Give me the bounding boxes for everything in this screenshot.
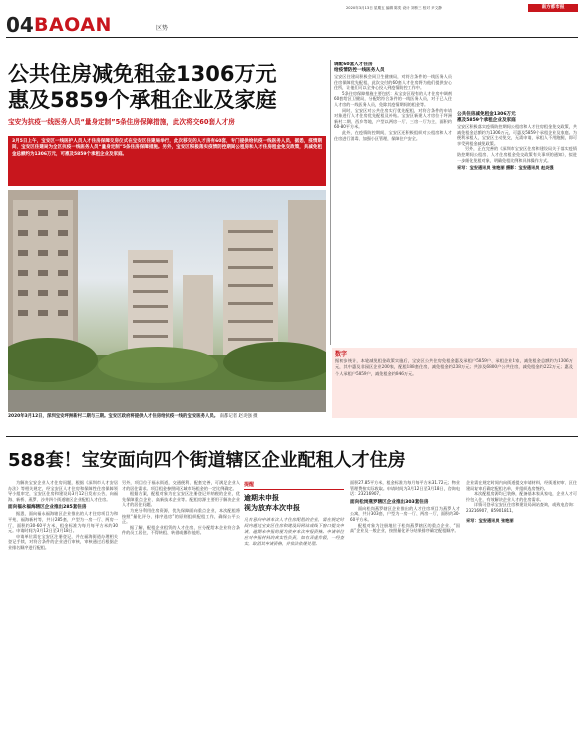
- second-col4-p1: 面积27.85平方米，租金标准为每月每平方米31.72元；物业管理费按实际收取。申请时间为3月12日至3月18日，咨询电话：23216907。: [350, 480, 460, 497]
- right-para-2: 5条住房保障措施主要包括：从宝安区现有的人才住房中调剂60套给区卫健局，分配给符合条件的一线医务人员，对于已入住人才房的一线医务人员，免除其疫情期间的租金等。: [334, 90, 452, 107]
- column-divider: [330, 60, 331, 345]
- right-para-6: 另外，正在完善的《深圳市宝安区住房和建设局关于落实疫情防控期间公租房、人才住房租金免交政策有关事项的通知》，拟进一步细化免租对象，明确免租比例和具体操作方式。: [457, 146, 577, 163]
- lead-intro-box: [8, 136, 326, 186]
- brand-logo: [528, 4, 578, 12]
- second-col-4: [350, 480, 460, 742]
- second-col2-p1: 另外，项目位于福永街道，交通便利、配套完善，可满足企业人才的居住需求。项目租金参照同区域市场租金的一定比例确定。: [122, 480, 240, 491]
- section-rule: [6, 436, 578, 437]
- lead-subhead: 宝安为抗疫一线医务人员“量身定制”5条住房保障措施，此次将交60套人才房: [8, 118, 235, 126]
- right-subhead-2b: 惠及5859个承租企业及家庭: [457, 118, 516, 123]
- second-col2-p2: 根据方案，配租对象为在宝安区注册登记并纳税的企业，优先保障重点企业、高新技术企业等。配租房源主要用于解决企业人才的居住问题。: [122, 491, 240, 508]
- notice-text: 凡有意向申请本次人才住房配租的企业，需在规定时间内通过宝安区住房和建设局网站或线下窗口提交申请，逾期未申报的视为放弃本次申报资格。申请单位应对申报材料的真实性负责，如有弄虚作假，一经查实，取消其申请资格，并依法依规处理。: [244, 516, 344, 546]
- second-col2-p3: 为充分利用住房资源，优先保障面向重点企业，本次配租将按照“量化评分、排序选房”的原则组织配租工作，确保公平公正。: [122, 507, 240, 525]
- second-col1-p1: 为解决宝安企业人才住房问题，根据《深圳市人才安居办法》等相关规定，经宝安区人才住房和保障性住房保障领导小组审定，宝安区住房和建设局3月12日发布公告，向福海、新桥、燕罗、沙井四个街道辖区企业配租人才住房。: [8, 480, 118, 502]
- second-col4-subhead: 面向松岗燕罗辖区企业推出303套住房: [350, 499, 429, 505]
- lead-intro: 3月5日上午，宝安区一线医护人员人才住房保障交房仪式在宝安区住建局举行，此次移交的人才房有60套，专门提供给抗疫一线医务人员，据悉，疫情期间，宝安区住建局为全区抗疫一线医务人员“量身定制”5条住房保障措施。另外，宝安区积极落实疫情防控期间公租房和人才住房租金免交政策，共减免租金总额约为1306万元，可惠及5859个承租企业及家庭。: [12, 139, 322, 157]
- notice-label: 提醒: [244, 482, 255, 488]
- photo-caption-text: 2020年3月12日，深圳宝安坪洲新村二期与三期。宝安区政府将提供人才住房给抗疫一线的宝安医务人员。: [8, 414, 219, 419]
- lead-headline-2: 惠及5859个承租企业及家庭: [8, 88, 277, 112]
- right-para-4: 此外，在疫情防控期间，宝安区还积极组织对公租房和人才住房进行消毒、加强小区管理，保障住户安全。: [334, 129, 452, 141]
- right-subhead-1b: 给疫情防控一线医务人员: [334, 68, 385, 73]
- data-box: [332, 348, 577, 418]
- right-para-3: 同时，宝安区对公共住房实行优先配租，对符合条件的申请对象进行人才住房优先配租及补贴。宝安区新建人才房位于坪洲新村二期、西乡等地，户型以两房一厅、三房一厅为主，面积约60-80平方米。: [334, 107, 452, 130]
- second-col-2: [122, 480, 240, 742]
- section-name: BAOAN: [34, 14, 112, 36]
- header-rule: [6, 37, 578, 38]
- second-headline: 588套！宝安面向四个街道辖区企业配租人才住房: [8, 450, 406, 471]
- page-header: [6, 3, 578, 37]
- right-subhead-2: 公共住房减免租金1306万元: [457, 112, 516, 117]
- second-col4-p3: 配租对象为注册地位于松岗燕罗辖区的重点企业、“国高”企业及一般企业，按照量化评分结果排序确定配租顺序。: [350, 522, 460, 534]
- second-col1-subhead: 面向福永福海辖区企业推出285套住房: [8, 505, 87, 511]
- second-col1-p3: 申请单位需在宝安区注册登记，并在福海街道办理相关登记手续，对符合条件的企业进行审核，审核通过后根据企业排名顺序进行配租。: [8, 533, 118, 550]
- page-number: 04: [6, 13, 34, 37]
- brand-text: 南方都市报: [541, 5, 565, 10]
- right-subhead-1: 调配60套人才住房: [334, 62, 373, 67]
- apartment-buildings-illustration: [8, 190, 326, 412]
- right-para-4b: [457, 62, 577, 112]
- lead-photo: [8, 190, 326, 412]
- section-cn: 区势: [156, 25, 169, 32]
- second-col1-p2: 据悉，面向福永福海辖区企业推出的人才住房项目为和平苑、福海新村等，共计285套，户型为一房一厅、两房一厅，面积约30-60平方米，租金标准为每月每平方米约30元。申请时间为3月12日至3月18日。: [8, 511, 118, 534]
- photo-caption: [8, 414, 326, 420]
- notice-box: [244, 482, 344, 682]
- second-col5-p3: 详情可登录宝安区住房和建设局网站查询，或致电咨询：23216907、85901811。: [466, 502, 577, 513]
- second-col2-p4: 据了解，配租企业租赁的人才住房，应分配给本企业符合条件的员工居住，不得转租、转借或挪作他用。: [122, 524, 240, 536]
- right-para-1: 宝安区住建局积极会同卫生健康局，对符合条件的一线医务人员住房保障优先配租，此次交付的60套人才住房将为他们提供安心住所，让他们可以全身心投入到疫情防控工作中。: [334, 74, 452, 91]
- notice-rule: [244, 489, 344, 490]
- notice-title-2: 视为放弃本次申报: [244, 503, 300, 512]
- data-box-label: 数字: [335, 351, 348, 358]
- right-col-b: [457, 62, 577, 345]
- right-col-a: [334, 62, 452, 345]
- second-col5-p1: 企业需在规定时间内向街道提交申请材料，经街道初审、区住建局复审后确定配租名单，并组织选房签约。: [466, 480, 577, 491]
- photographer: 南都记者 赵炎强 摄: [219, 414, 258, 419]
- second-reporter: 采写：宝安通讯员 张艳丽: [466, 517, 514, 523]
- second-col-1: [8, 480, 118, 742]
- second-col4-p2: 面向松岗燕罗辖区企业推出的人才住房项目为燕罗人才公寓，共计303套，户型为一房一厅、两房一厅，面积约30-60平方米。: [350, 505, 460, 522]
- second-col5-p2: 本次配租房源均已装修，配备基本家具家电，企业人才可拎包入住，有效解决企业人才的住房需求。: [466, 491, 577, 502]
- notice-title-1: 逾期未申报: [244, 493, 279, 502]
- second-col-5: [466, 480, 577, 742]
- right-reporter: 采写：宝安通讯员 张艳丽 摄影：宝安通讯员 赵炎强: [457, 165, 554, 171]
- issue-info: 2020年3月13日 星期五 编辑 陈奕 设计 刘桥三 校对 尹文静: [346, 6, 442, 10]
- right-para-5: 宝安区积极落实疫情防控期间公租房和人才住房租金免交政策，共减免租金总额约为1306万元，可惠及5859个承租企业及家庭。为便利承租人，宝安区主动免交，无需申请，承租人不用跑腿，即可享受到租金减免政策。: [457, 124, 577, 146]
- lead-headline-1: 公共住房减免租金1306万元: [8, 62, 277, 86]
- data-box-text: 据初步统计，本轮减免租金政策实施后，宝安区公共住房免租金惠及承租户5859户、承租企业1家，减免租金总额约为1306万元，其中惠及非园区企业200家，配租188套住房，减免租金约238万元；共涉及6800户公共住房，减免租金约222万元；惠及个人承租户5859户，减免租金约846万元。: [335, 358, 573, 376]
